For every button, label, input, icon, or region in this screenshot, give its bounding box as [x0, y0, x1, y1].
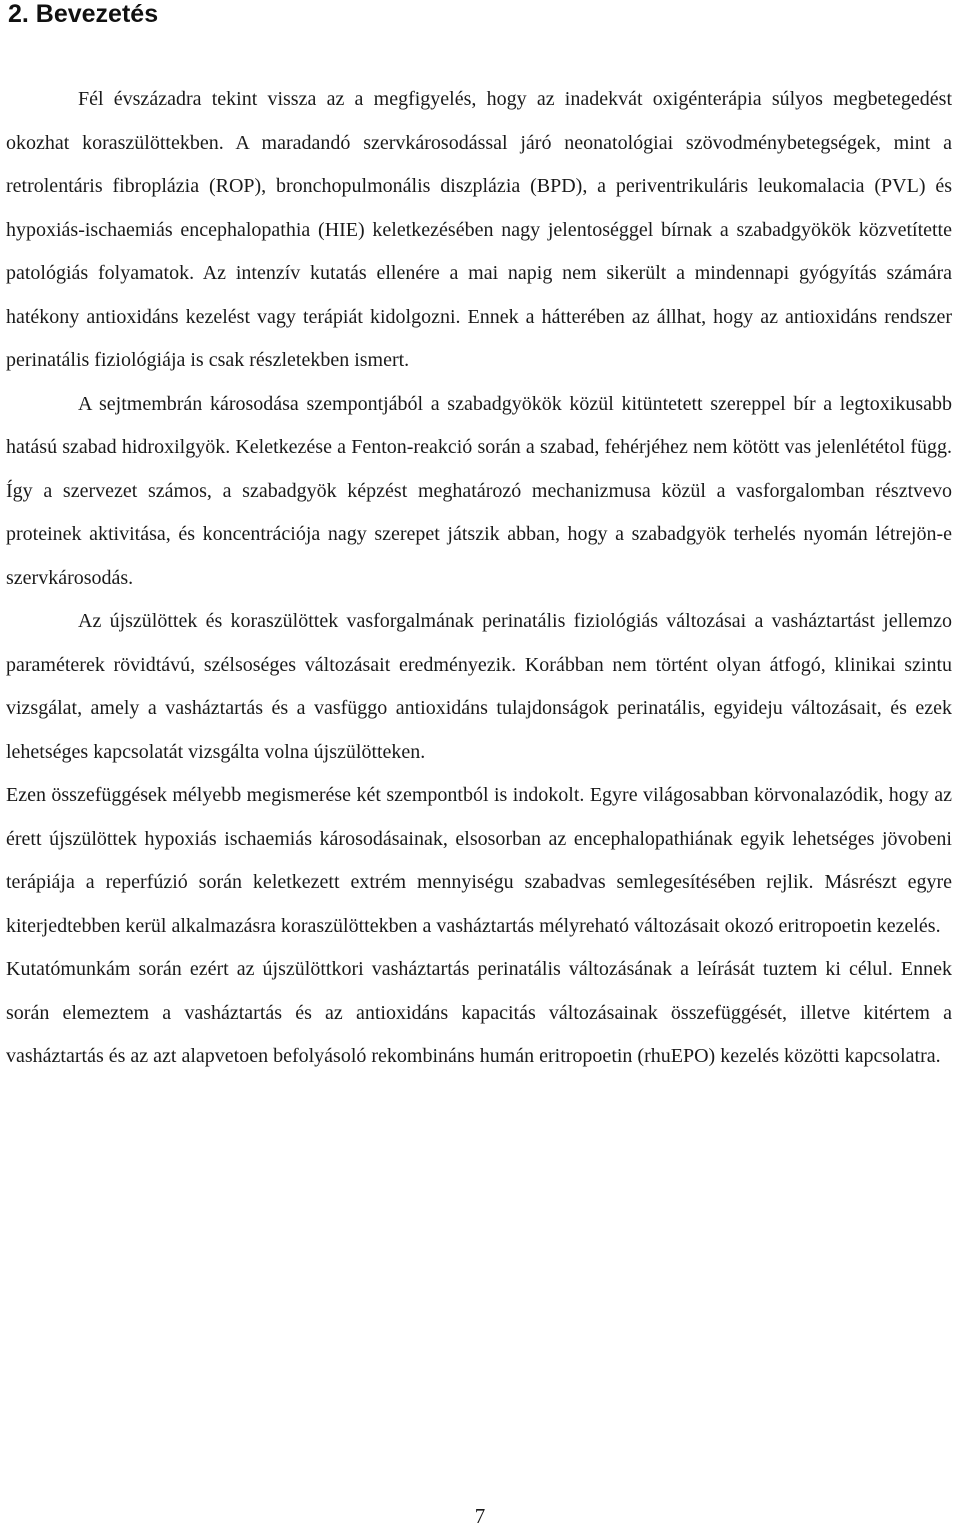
paragraph-1: Fél évszázadra tekint vissza az a megfigyelés, hogy az inadekvát oxigénterápia súlyos megbetegedést okozhat koraszülöttekben. A maradandó szervkárosodással járó neonatológiai szövodménybetegségek, mint a retrolentáris fibroplázia (ROP), bronchopulmonális diszplázia (BPD), a periventrikuláris leukomalacia (PVL) és hypoxiás-ischaemiás encephalopathia (HIE) keletkezésében nagy jelentoséggel bírnak a szabadgyökök közvetítette patológiás folyamatok. Az intenzív kutatás ellenére a mai napig nem sikerült a mindennapi gyógyítás számára hatékony antioxidáns kezelést vagy terápiát kidolgozni. Ennek a hátterében az állhat, hogy az antioxidáns rendszer perinatális fiziológiája is csak részletekben ismert. — [6, 88, 952, 371]
paragraph-2: A sejtmembrán károsodása szempontjából a szabadgyökök közül kitüntetett szereppel bír a legtoxikusabb hatású szabad hidroxilgyök. Keletkezése a Fenton-reakció során a szabad, fehérjéhez nem kötött vas jelenlététol függ. Így a szervezet számos, a szabadgyök képzést meghatározó mechanizmusa közül a vasforgalomban résztvevo proteinek aktivitása, és koncentrációja nagy szerepet játszik abban, hogy a szabadgyök terhelés nyomán létrejön-e szervkárosodás. — [6, 392, 952, 589]
paragraph-5: Kutatómunkám során ezért az újszülöttkori vasháztartás perinatális változásának a leírását tuztem ki célul. Ennek során elemeztem a vasháztartás és az antioxidáns kapacitás változásainak összefüggését, illetve kitértem a vasháztartás és az azt alapvetoen befolyásoló rekombináns humán eritropoetin (rhuEPO) kezelés közötti kapcsolatra. — [6, 958, 952, 1067]
page-number: 7 — [474, 1504, 486, 1528]
body-text — [6, 78, 952, 1079]
paragraph-3: Az újszülöttek és koraszülöttek vasforgalmának perinatális fiziológiás változásai a vasháztartást jellemzo paraméterek rövidtávú, szélsoséges változásait eredményezik. Korábban nem történt olyan átfogó, klinikai szintu vizsgálat, amely a vasháztartás és a vasfüggo antioxidáns tulajdonságok perinatális, egyideju változásait, és ezek lehetséges kapcsolatát vizsgálta volna újszülötteken. — [6, 610, 952, 763]
paragraph-4: Ezen összefüggések mélyebb megismerése két szempontból is indokolt. Egyre világosabban körvonalazódik, hogy az érett újszülöttek hypoxiás ischaemiás károsodásainak, elsosorban az encephalopathiának egyik lehetséges jövobeni terápiája a reperfúzió során keletkezett extrém mennyiségu szabadvas semlegesítésében rejlik. Másrészt egyre kiterjedtebben kerül alkalmazásra koraszülöttekben a vasháztartás mélyreható változásait okozó eritropoetin kezelés. — [6, 784, 952, 937]
section-heading: 2. Bevezetés — [8, 0, 159, 28]
